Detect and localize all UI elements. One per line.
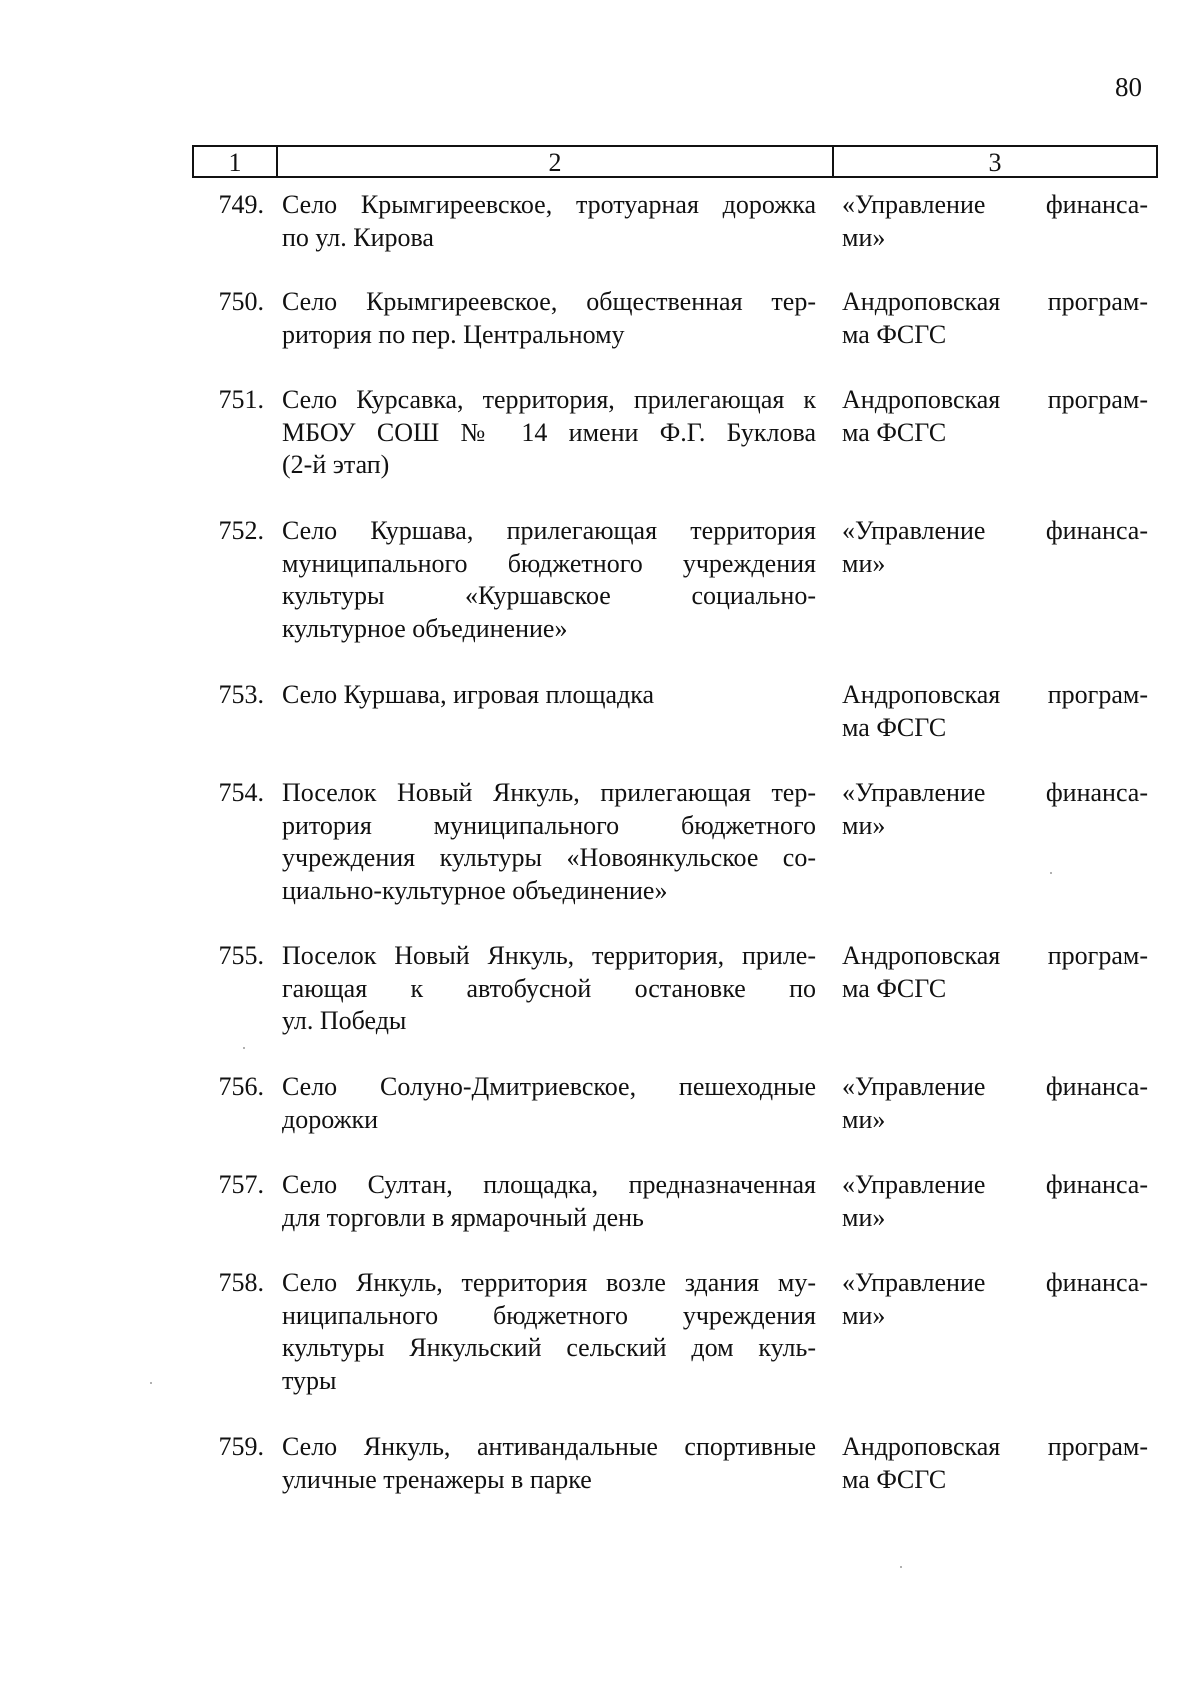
row-number: 758. xyxy=(218,1268,264,1297)
source-line: «Управление финанса- xyxy=(842,190,1148,219)
row-funding-source xyxy=(842,679,1148,744)
source-line: Андроповская програм- xyxy=(842,385,1148,414)
source-line: «Управление финанса- xyxy=(842,516,1148,545)
row-description xyxy=(282,189,816,254)
row-number: 750. xyxy=(218,287,264,316)
row-funding-source xyxy=(842,1169,1148,1234)
description-line: ниципального бюджетного учреждения xyxy=(282,1300,816,1330)
description-line: Село Крымгиреевское, общественная тер- xyxy=(282,287,816,316)
row-number: 756. xyxy=(218,1072,264,1101)
row-funding-source xyxy=(842,384,1148,449)
header-col-2: 2 xyxy=(278,147,834,176)
row-description xyxy=(282,1431,816,1496)
description-line: культуры «Куршавское социально- xyxy=(282,581,816,610)
row-number: 755. xyxy=(218,941,264,970)
row-description xyxy=(282,940,816,1038)
row-number: 749. xyxy=(218,190,264,219)
description-line: Село Курсавка, территория, прилегающая к xyxy=(282,385,816,414)
row-number: 759. xyxy=(218,1432,264,1461)
source-line: Андроповская програм- xyxy=(842,941,1148,970)
source-line: ми» xyxy=(842,548,886,578)
scan-speck xyxy=(1050,872,1052,874)
scan-speck xyxy=(900,1566,902,1568)
description-line: МБОУ СОШ № 14 имени Ф.Г. Буклова xyxy=(282,417,816,447)
source-line: ми» xyxy=(842,810,886,840)
row-description xyxy=(282,286,816,351)
description-line: культуры Янкульский сельский дом куль- xyxy=(282,1333,816,1362)
row-number: 757. xyxy=(218,1170,264,1199)
row-number: 753. xyxy=(218,680,264,709)
row-funding-source xyxy=(842,1431,1148,1496)
source-line: «Управление финанса- xyxy=(842,1072,1148,1101)
description-line: (2-й этап) xyxy=(282,450,390,479)
description-line: Село Крымгиреевское, тротуарная дорожка xyxy=(282,190,816,219)
page-number: 80 xyxy=(1115,72,1142,102)
description-line: Село Солуно-Дмитриевское, пешеходные xyxy=(282,1072,816,1101)
source-line: ма ФСГС xyxy=(842,1464,947,1494)
row-funding-source xyxy=(842,189,1148,254)
source-line: «Управление финанса- xyxy=(842,1170,1148,1199)
row-description xyxy=(282,1169,816,1234)
row-description xyxy=(282,777,816,907)
header-col-3: 3 xyxy=(988,148,1002,177)
source-line: Андроповская програм- xyxy=(842,1432,1148,1461)
source-line: ма ФСГС xyxy=(842,417,947,447)
source-line: Андроповская програм- xyxy=(842,680,1148,709)
source-line: Андроповская програм- xyxy=(842,287,1148,316)
row-description xyxy=(282,1071,816,1136)
description-line: для торговли в ярмарочный день xyxy=(282,1202,644,1232)
source-line: ма ФСГС xyxy=(842,319,947,349)
source-line: «Управление финанса- xyxy=(842,778,1148,807)
description-line: уличные тренажеры в парке xyxy=(282,1464,592,1494)
source-line: ма ФСГС xyxy=(842,973,947,1003)
description-line: Село Куршава, игровая площадка xyxy=(282,680,655,709)
description-line: Село Янкуль, антивандальные спортивные xyxy=(282,1432,816,1461)
description-line: ритория муниципального бюджетного xyxy=(282,810,816,840)
row-description xyxy=(282,1267,816,1397)
description-line: учреждения культуры «Новоянкульское со- xyxy=(282,843,816,872)
source-line: ми» xyxy=(842,222,886,252)
description-line: культурное объединение» xyxy=(282,613,568,643)
source-line: ми» xyxy=(842,1300,886,1330)
description-line: Село Султан, площадка, предназначенная xyxy=(282,1170,816,1199)
scan-speck xyxy=(150,1382,152,1384)
row-number: 752. xyxy=(218,516,264,545)
row-number: 751. xyxy=(218,385,264,414)
row-funding-source xyxy=(842,286,1148,351)
source-line: ми» xyxy=(842,1202,886,1232)
description-line: туры xyxy=(282,1365,337,1395)
header-col-1: 1 xyxy=(194,147,278,176)
row-funding-source xyxy=(842,515,1148,580)
row-funding-source xyxy=(842,1267,1148,1332)
row-number: 754. xyxy=(218,778,264,807)
scan-speck xyxy=(243,1047,245,1049)
description-line: ритория по пер. Центральному xyxy=(282,319,625,349)
row-description xyxy=(282,679,816,712)
description-line: Село Янкуль, территория возле здания му- xyxy=(282,1268,816,1297)
description-line: гающая к автобусной остановке по xyxy=(282,973,816,1003)
source-line: ма ФСГС xyxy=(842,712,947,742)
row-funding-source xyxy=(842,777,1148,842)
row-description xyxy=(282,384,816,482)
description-line: Село Куршава, прилегающая территория xyxy=(282,516,816,545)
description-line: по ул. Кирова xyxy=(282,222,434,252)
row-funding-source xyxy=(842,940,1148,1005)
source-line: ми» xyxy=(842,1104,886,1134)
description-line: Поселок Новый Янкуль, прилегающая тер- xyxy=(282,778,816,807)
source-line: «Управление финанса- xyxy=(842,1268,1148,1297)
description-line: Поселок Новый Янкуль, территория, приле- xyxy=(282,941,816,970)
row-funding-source xyxy=(842,1071,1148,1136)
table-header xyxy=(192,145,1158,178)
description-line: дорожки xyxy=(282,1104,379,1134)
description-line: муниципального бюджетного учреждения xyxy=(282,548,816,578)
description-line: ул. Победы xyxy=(282,1006,407,1035)
description-line: циально-культурное объединение» xyxy=(282,875,668,905)
row-description xyxy=(282,515,816,645)
